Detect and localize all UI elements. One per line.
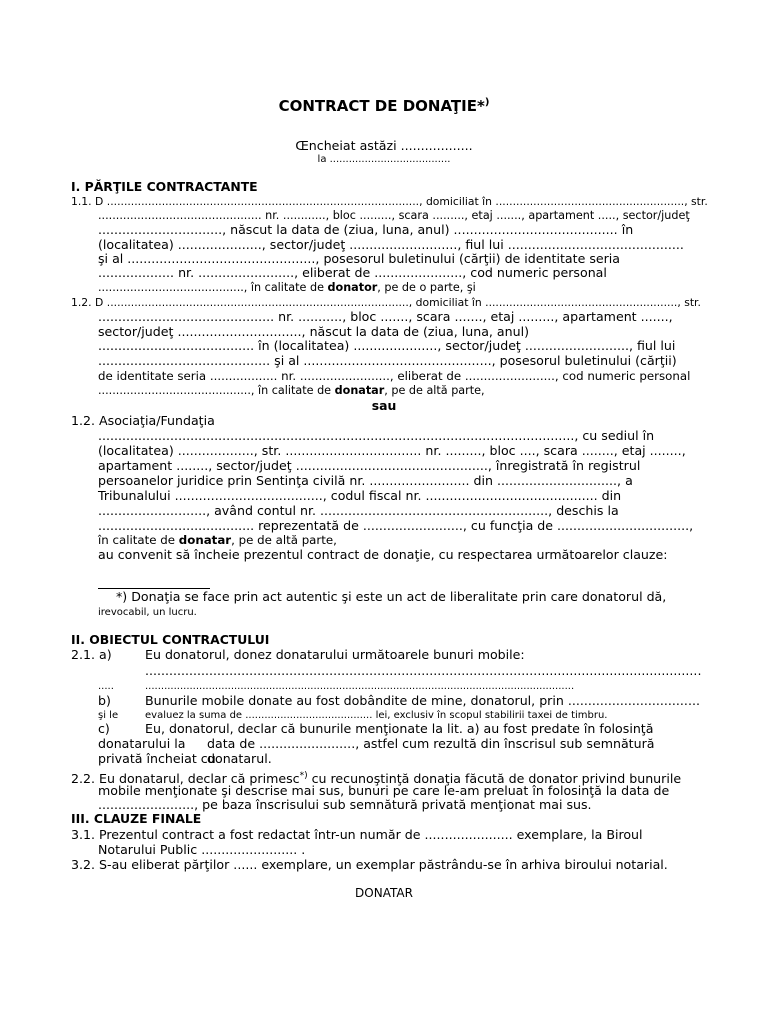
clause-2-2-line-3: ........................, pe baza înscrisului sub semnătură privată menţionat mai sus. <box>98 797 592 812</box>
clause-1-2b-line-2: ......................................................................................................................., cu sediul în <box>98 428 655 443</box>
clause-1-2-role-prefix: ..........................................., în calitate de <box>98 384 335 397</box>
title-text: CONTRACT DE DONAŢIE* <box>278 97 485 115</box>
clause-2-1-c-mid-2: data de ........................, astfel cum rezultă din înscrisul sub semnătură <box>207 736 655 751</box>
footnote-line-1: *) Donaţia se face prin act autentic şi este un act de liberalitate prin care donatorul dă, <box>116 589 667 604</box>
section-2-heading: II. OBIECTUL CONTRACTULUI <box>71 632 270 647</box>
clause-1-2b-role-suffix: , pe de altă parte, <box>231 533 337 547</box>
clause-1-2b-line-6: Tribunalului ....................................., codul fiscal nr. ........................................... din <box>98 488 622 503</box>
clause-1-2-line-6: de identitate seria .................. nr. ........................, eliberat de ........................, cod numeric personal <box>98 369 691 383</box>
footnote-line-2: irevocabil, un lucru. <box>98 607 197 618</box>
agreement-line: au convenit să încheie prezentul contract de donaţie, cu respectarea următoarelor clauze: <box>98 547 668 562</box>
clause-1-2-line-1: 1.2. D ........................................................................................, domiciliat în ........................................................, str. <box>71 296 701 309</box>
clause-1-2b-line-3: (localitatea) ..................., str. .................................. nr. ........., bloc ...., scara ........, etaj ........, <box>98 443 686 458</box>
role-donatar-2: donatar <box>178 533 232 547</box>
clause-1-1-line-6: ................... nr. ........................, eliberat de ......................, cod numeric personal <box>98 265 607 280</box>
preamble-place: la ...................................... <box>317 154 451 165</box>
clause-1-1-line-5: şi al ..............................................., posesorul buletinului (cărţii) de identitate seria <box>98 251 621 266</box>
title-footnote-mark: ) <box>484 97 490 108</box>
clause-3-1-line-2: Notarului Public ........................ . <box>98 842 306 857</box>
clause-1-2-role-suffix: , pe de altă parte, <box>384 384 485 397</box>
clause-3-2: 3.2. S-au eliberat părţilor ...... exemplare, un exemplar păstrându-se în arhiva biroului notarial. <box>71 857 668 872</box>
clause-1-2b-line-4: apartament ........, sector/judeţ ................................................, înregistrată în registrul <box>98 458 641 473</box>
alternative-sau: sau <box>371 398 397 413</box>
signature-donatar: DONATAR <box>355 886 413 900</box>
preamble-date: Œncheiat astăzi .................. <box>295 138 473 153</box>
clause-2-2-text-a: 2.2. Eu donatarul, declar că primesc <box>71 771 300 787</box>
clause-2-1-a-dots-1: ........................................................................................................................................... <box>145 663 702 678</box>
clause-2-1-c-text-1: Eu, donatorul, declar că bunurile menţionate la lit. a) au fost predate în folosinţă <box>145 721 654 736</box>
role-donator: donator <box>327 281 378 294</box>
section-3-heading: III. CLAUZE FINALE <box>71 811 202 826</box>
clause-2-1-a-text: Eu donatorul, donez donatarului următoarele bunuri mobile: <box>145 647 525 662</box>
clause-2-2-footnote-mark: *) <box>299 771 308 781</box>
clause-2-1-a-dots-2: ....................................................................................................................................... <box>145 681 575 692</box>
clause-2-1-b-text: Bunurile mobile donate au fost dobândite de mine, donatorul, prin ................................. <box>145 693 700 708</box>
clause-1-2-line-2: ............................................ nr. ..........., bloc ......., scara ......., etaj ........., apartament ......., <box>98 309 673 324</box>
clause-1-2-line-3: sector/judeţ ..............................., născut la data de (ziua, luna, anul) <box>98 324 530 339</box>
clause-1-1-role-prefix: ........................................., în calitate de <box>98 281 328 294</box>
clause-2-1-c-left-3: privată încheiat cu <box>98 751 216 766</box>
clause-2-2-text-b: cu recunoştinţă donaţia făcută de donator privind bunurile <box>307 771 682 787</box>
clause-2-1-b-left-2: şi le <box>98 710 119 721</box>
clause-2-2-line-2: mobile menţionate şi descrise mai sus, bunuri pe care le-am preluat în folosinţă la data de <box>98 783 670 798</box>
clause-1-1-line-4: (localitatea) ....................., sector/judeţ ..........................., fiul lui ............................................ <box>98 237 684 252</box>
role-donatar: donatar <box>334 384 385 397</box>
clause-1-2-line-7 <box>98 384 485 398</box>
clause-1-1-line-2: .............................................. nr. ............, bloc ........., scara ........., etaj ......., apartament ....., sector/judeţ <box>98 209 690 222</box>
clause-2-1-c-mid-3: donatarul. <box>207 751 272 766</box>
document-title <box>0 96 768 113</box>
clause-1-2b-line-1: 1.2. Asociaţia/Fundaţia <box>71 413 215 428</box>
clause-2-1-b-text-2: evaluez la suma de ........................................ lei, exclusiv în scopul stabilirii taxei de timbru. <box>145 710 608 721</box>
clause-2-1-a-number: 2.1. a) <box>71 647 112 662</box>
clause-1-2b-line-8: ....................................... reprezentată de ........................., cu funcţia de ................................., <box>98 518 694 533</box>
clause-3-1-line-1: 3.1. Prezentul contract a fost redactat într-un număr de ...................... exemplare, la Biroul <box>71 827 643 842</box>
clause-1-1-line-1: 1.1. D ..........................................................................................., domiciliat în ......................................................., str. <box>71 195 708 208</box>
clause-2-1-c-left-2: donatarului la <box>98 736 186 751</box>
clause-1-1-role-suffix: , pe de o parte, şi <box>377 281 476 294</box>
clause-1-2b-line-9 <box>98 533 337 547</box>
clause-1-1-line-7 <box>98 281 476 295</box>
clause-1-2b-line-7: ..........................., având contul nr. ........................................................., deschis la <box>98 503 619 518</box>
clause-2-1-a-dots-2-left: ..... <box>98 681 114 692</box>
clause-2-1-c-number: c) <box>98 721 110 736</box>
clause-1-2-line-5: ........................................... şi al ..............................................., posesorul buletinului (cărţii) <box>98 353 677 368</box>
clause-1-2-line-4: ....................................... în (localitatea) ....................., sector/judeţ .........................., fiul lui <box>98 338 676 353</box>
section-1-heading: I. PĂRŢILE CONTRACTANTE <box>71 179 258 194</box>
clause-1-1-line-3: ..............................., născut la data de (ziua, luna, anul) ......................................... în <box>98 222 634 237</box>
clause-2-1-b-number: b) <box>98 693 111 708</box>
clause-1-2b-line-5: persoanelor juridice prin Sentinţa civilă nr. ......................... din .............................., a <box>98 473 633 488</box>
clause-1-2b-role-prefix: în calitate de <box>98 533 179 547</box>
